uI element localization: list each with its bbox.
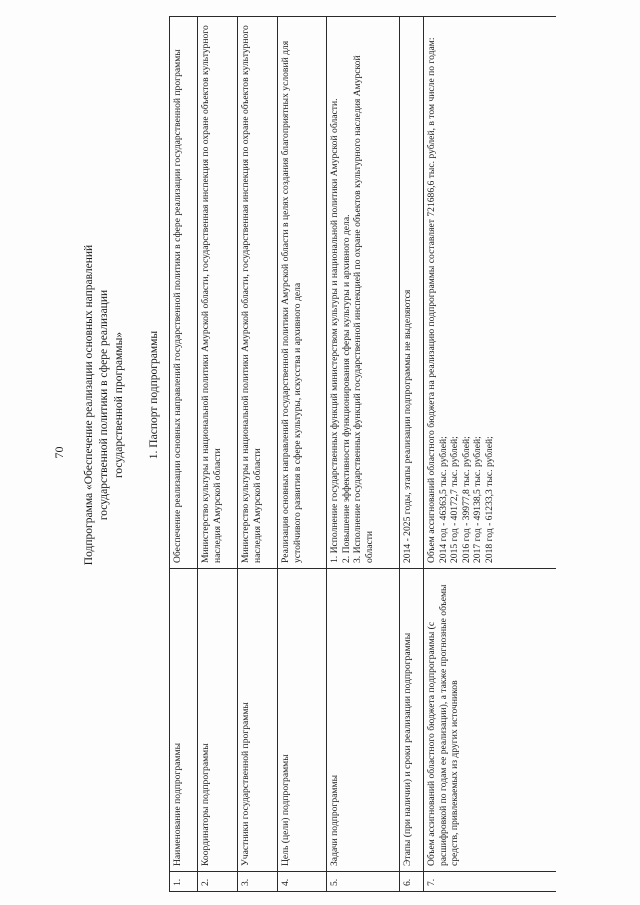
table-row [238, 17, 278, 892]
row-value: 2014 - 2025 годы, этапы реализации подпрограммы не выделяются [400, 17, 424, 569]
row-number: 3. [238, 872, 278, 892]
row-name: Задачи подпрограммы [327, 569, 400, 872]
budget-year: 2016 год - 39977,8 тыс. рублей; [460, 436, 472, 563]
table-row [424, 17, 557, 892]
row-name: Цель (цели) подпрограммы [278, 569, 327, 872]
row-name: Этапы (при наличии) и сроки реализации подпрограммы [400, 569, 424, 872]
row-value: Обеспечение реализации основных направлений государственной политики в сфере реализации государственной программы [170, 17, 198, 569]
page-number: 70 [52, 446, 66, 459]
row-name: Наименование подпрограммы [170, 569, 198, 872]
table-row [400, 17, 424, 892]
subprogram-title [82, 155, 127, 655]
title-line: государственной программы» [113, 331, 125, 479]
table-row [278, 17, 327, 892]
row-number: 7. [424, 872, 557, 892]
passport-table [169, 16, 556, 892]
table-row [170, 17, 198, 892]
section-title: 1. Паспорт подпрограммы [148, 330, 160, 460]
budget-year: 2018 год - 61233,3 тыс. рублей; [483, 436, 495, 563]
task-item: 1. Исполнение государственных функций министерством культуры и национальной политики Амурской области. [329, 98, 340, 563]
row-number: 2. [198, 872, 238, 892]
row-value: Реализация основных направлений государственной политики Амурской области в целях создания благоприятных условий для устойчивого развития в сфере культуры, искусства и архивного дела [278, 17, 327, 569]
title-line: Подпрограмма «Обеспечение реализации основных направлений [83, 244, 95, 566]
row-number: 1. [170, 872, 198, 892]
row-number: 4. [278, 872, 327, 892]
budget-intro: Объем ассигнований областного бюджета на реализацию подпрограммы составляет 721686,6 тыс. рублей, в том числе по годам: [426, 37, 437, 563]
task-item: 2. Повышение эффективности функционирования сферы культуры и архивного дела. [340, 214, 352, 563]
budget-year: 2017 год - 49138,5 тыс. рублей; [472, 436, 484, 563]
budget-year: 2015 год - 40172,7 тыс. рублей; [449, 436, 461, 563]
row-number: 5. [327, 872, 400, 892]
budget-year: 2014 год - 46363,5 тыс. рублей; [437, 436, 449, 563]
row-value: Министерство культуры и национальной политики Амурской области, государственная инспекция по охране объектов культурного наследия Амурской области [238, 17, 278, 569]
row-name: Участники государственной программы [238, 569, 278, 872]
table-row [327, 17, 400, 892]
row-number: 6. [400, 872, 424, 892]
title-line: государственной политики в сфере реализации [98, 289, 110, 521]
row-value [424, 17, 557, 569]
task-item: 3. Исполнение государственных функций государственной инспекцией по охране объектов культурного наследия Амурской области [352, 55, 375, 563]
row-name: Объем ассигнований областного бюджета подпрограммы (с расшифровкой по годам ее реализации), а также прогнозные объемы средств, привлекаемых из других источников [424, 569, 557, 872]
table-row [198, 17, 238, 892]
row-value [327, 17, 400, 569]
row-value: Министерство культуры и национальной политики Амурской области, государственная инспекция по охране объектов культурного наследия Амурской области [198, 17, 238, 569]
row-name: Координаторы подпрограммы [198, 569, 238, 872]
